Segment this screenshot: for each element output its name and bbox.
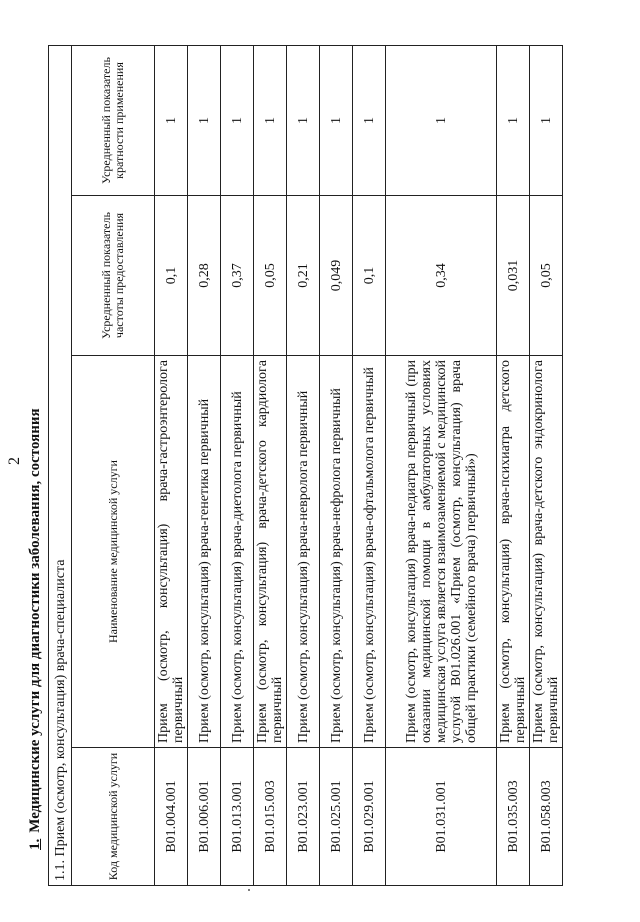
multiplicity-value: 1 — [353, 45, 386, 195]
service-code: B01.004.001 — [155, 748, 188, 886]
frequency-value: 0,1 — [155, 196, 188, 356]
frequency-value: 0,05 — [530, 196, 563, 356]
multiplicity-value: 1 — [188, 45, 221, 195]
multiplicity-value: 1 — [386, 45, 497, 195]
table-row — [320, 45, 353, 885]
services-table — [48, 45, 563, 886]
header-code: Код медицинской услуги — [72, 748, 155, 886]
frequency-value: 0,031 — [497, 196, 530, 356]
service-name: Прием (осмотр, консультация) врача-невролога первичный — [287, 356, 320, 748]
table-row — [221, 45, 254, 885]
service-code: B01.006.001 — [188, 748, 221, 886]
frequency-value: 0,28 — [188, 196, 221, 356]
frequency-value: 0,05 — [254, 196, 287, 356]
service-code: B01.013.001 — [221, 748, 254, 886]
multiplicity-value: 1 — [254, 45, 287, 195]
frequency-value: 0,1 — [353, 196, 386, 356]
subsection-row — [49, 45, 72, 885]
section-title-text: Медицинские услуги для диагностики заболевания, состояния — [27, 408, 43, 833]
service-name: Прием (осмотр, консультация) врача-детского эндокринолога первичный — [530, 356, 563, 748]
service-code: B01.058.003 — [530, 748, 563, 886]
table-header-row — [72, 45, 155, 885]
multiplicity-value: 1 — [287, 45, 320, 195]
table-row — [386, 45, 497, 885]
frequency-value: 0,049 — [320, 196, 353, 356]
table-row — [254, 45, 287, 885]
frequency-value: 0,37 — [221, 196, 254, 356]
page-number: 2 — [6, 457, 23, 465]
multiplicity-value: 1 — [155, 45, 188, 195]
service-name: Прием (осмотр, консультация) врача-гастроэнтеролога первичный — [155, 356, 188, 748]
service-code: B01.015.003 — [254, 748, 287, 886]
service-name: Прием (осмотр, консультация) врача-генетика первичный — [188, 356, 221, 748]
service-name: Прием (осмотр, консультация) врача-педиатра первичный (при оказании медицинской помощи в амбулаторных условиях медицинская услуга является взаимозаменяемой с медицинской услугой B01.026.001 «Прием (осмотр, консультация) врача общей практики (семейного врача) первичный») — [386, 356, 497, 748]
section-number: 1. — [27, 838, 43, 850]
table-row — [530, 45, 563, 885]
frequency-value: 0,21 — [287, 196, 320, 356]
multiplicity-value: 1 — [497, 45, 530, 195]
service-code: B01.023.001 — [287, 748, 320, 886]
multiplicity-value: 1 — [221, 45, 254, 195]
service-name: Прием (осмотр, консультация) врача-нефролога первичный — [320, 356, 353, 748]
table-row — [188, 45, 221, 885]
service-name: Прием (осмотр, консультация) врача-психиатра детского первичный — [497, 356, 530, 748]
service-name: Прием (осмотр, консультация) врача-офтальмолога первичный — [353, 356, 386, 748]
service-name: Прием (осмотр, консультация) врача-детского кардиолога первичный — [254, 356, 287, 748]
table-row — [155, 45, 188, 885]
service-code: B01.029.001 — [353, 748, 386, 886]
table-row — [353, 45, 386, 885]
header-multiplicity: Усредненный показатель кратности применения — [72, 45, 155, 195]
header-frequency: Усредненный показатель частоты предоставления — [72, 196, 155, 356]
multiplicity-value: 1 — [320, 45, 353, 195]
service-code: B01.025.001 — [320, 748, 353, 886]
section-title — [27, 408, 44, 850]
multiplicity-value: 1 — [530, 45, 563, 195]
table-row — [287, 45, 320, 885]
table-row — [497, 45, 530, 885]
service-code: B01.035.003 — [497, 748, 530, 886]
subsection-title: 1.1. Прием (осмотр, консультация) врача-специалиста — [49, 45, 72, 885]
frequency-value: 0,34 — [386, 196, 497, 356]
service-code: B01.031.001 — [386, 748, 497, 886]
header-name: Наименование медицинской услуги — [72, 356, 155, 748]
service-name: Прием (осмотр, консультация) врача-диетолога первичный — [221, 356, 254, 748]
scan-speck — [248, 889, 250, 891]
